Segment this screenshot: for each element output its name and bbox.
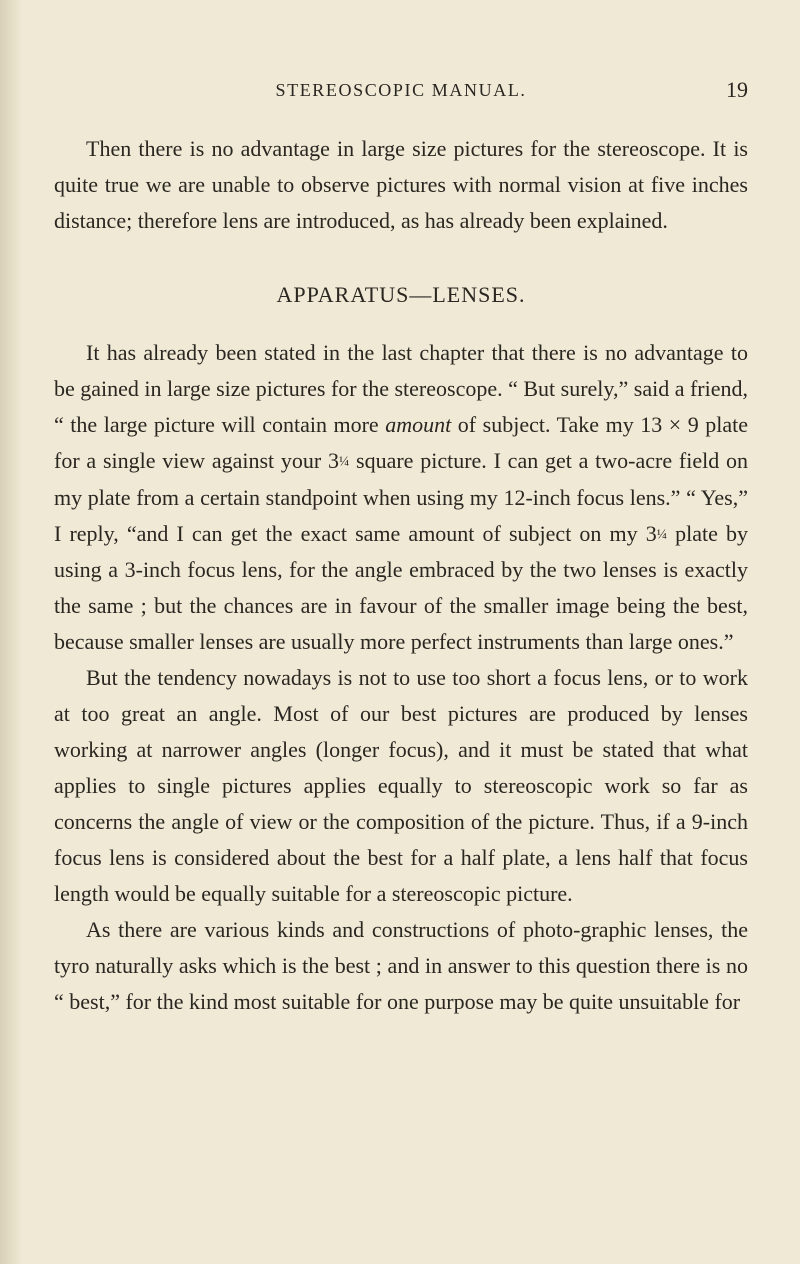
intro-paragraph: Then there is no advantage in large size pictures for the stereoscope. It is quite true we are unable to observe pictures with normal vision at five inches distance; therefore lens are introduced, as has already been explained. [54, 136, 748, 233]
section-heading: APPARATUS—LENSES. [276, 282, 526, 307]
paragraph-1 [54, 335, 748, 660]
fraction-quarter: ¼ [339, 453, 350, 469]
paragraph-1-part-4: plate by using a 3-inch focus lens, for the angle embraced by the two lenses is exactly the same ; but the chances are in favour of the smaller image being the best, because smaller lenses are usually more perfect instruments than large ones.” [54, 520, 748, 655]
binding-shadow [0, 0, 22, 1264]
paragraph-1-part-3: square picture. I can get a two-acre field on my plate from a certain standpoint when using my 12-inch focus lens.” “ Yes,” I reply, “and I can get the exact same amount of subject on my 3 [54, 448, 748, 546]
paragraph-3: As there are various kinds and constructions of photo-graphic lenses, the tyro naturally asks which is the best ; and in answer to this question there is no “ best,” for the kind most suitable for one purpose may be quite unsuitable for [54, 917, 748, 1015]
running-head [54, 77, 748, 106]
paragraph-2: But the tendency nowadays is not to use too short a focus lens, or to work at too great an angle. Most of our best pictures are produced by lenses working at narrower angles (longer focus), and it must be stated that what applies to single pictures applies equally to stereoscopic work so far as concerns the angle of view or the composition of the picture. Thus, if a 9-inch focus lens is considered about the best for a half plate, a lens half that focus length would be equally suitable for a stereoscopic picture. [54, 665, 748, 907]
body-text [54, 131, 748, 1020]
paragraph-1-part-2: of subject. Take my 13 × 9 plate for a single view against your 3 [54, 412, 748, 473]
running-title: STEREOSCOPIC MANUAL. [275, 80, 527, 100]
paragraph-1-part-1: It has already been stated in the last chapter that there is no advantage to be gained in large size pictures for the stereoscope. “ But surely,” said a friend, “ the large picture will contain more [54, 340, 748, 437]
fraction-quarter: ¼ [656, 526, 667, 542]
emphasis-amount: amount [385, 412, 452, 437]
page-number: 19 [726, 77, 748, 102]
